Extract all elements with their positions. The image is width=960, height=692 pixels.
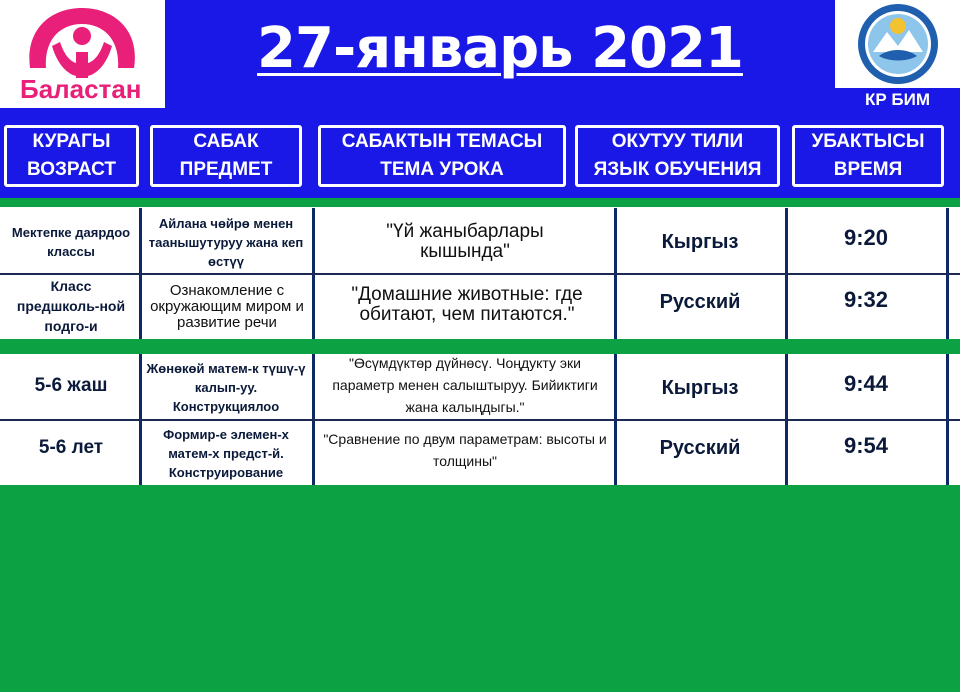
green-bottom-area: [0, 485, 960, 692]
column-header-age-line1: КУРАГЫ: [32, 131, 111, 152]
table-cell-topic: "Сравнение по двум параметрам: высоты и толщины": [323, 431, 607, 469]
table-cell-subject: Формир-е элемен-х матем-х предст-й. Конструирование: [163, 426, 289, 480]
column-header-subject-line2: ПРЕДМЕТ: [179, 159, 273, 180]
balastan-logo: [0, 0, 165, 108]
table-cell-language: Кыргыз: [661, 230, 739, 253]
column-header-language: [575, 125, 780, 187]
page-title-text: 27-январь 2021: [257, 16, 743, 81]
column-header-age-line2: ВОЗРАСТ: [26, 159, 117, 180]
column-header-topic-line2: ТЕМА УРОКА: [380, 159, 504, 180]
table-cell-language: Кыргыз: [661, 376, 739, 399]
table-cell-subject: Айлана чөйрө менен таанышутуруу жана кеп өстүү: [148, 215, 304, 269]
column-header-age: [4, 125, 139, 187]
table-cell-age: 5-6 жаш: [34, 375, 108, 396]
table-cell-age: Мектепке даярдоо классы: [11, 225, 131, 259]
table-cell-language: Русский: [659, 436, 741, 459]
table-cell-subject: Жөнөкөй матем-к түшү-ү калып-уу. Конструкциялоо: [146, 360, 306, 414]
column-header-time-line1: УБАКТЫСЫ: [811, 131, 925, 152]
column-header-language-line1: ОКУТУУ ТИЛИ: [611, 131, 744, 152]
column-header-topic: [318, 125, 566, 187]
column-header-time: [792, 125, 944, 187]
table-cell-subject: Ознакомление с окружающим миром и развитие речи: [150, 282, 304, 331]
emblem-caption: КР БИМ: [835, 88, 960, 112]
kyrgyz-emblem-icon: [835, 0, 960, 90]
table-cell-time: 9:54: [843, 433, 889, 458]
table-row-divider: [0, 273, 960, 275]
table-cell-age: 5-6 лет: [38, 437, 104, 458]
page-title: [165, 14, 835, 84]
column-header-time-line2: ВРЕМЯ: [833, 159, 903, 180]
table-cell-topic: "Домашние животные: где обитают, чем питаются.": [351, 284, 583, 325]
table-cell-time: 9:20: [843, 225, 889, 250]
table-cell-topic: "Үй жаныбарлары кышында": [386, 221, 544, 262]
table-cell-time: 9:32: [843, 287, 889, 312]
table-cell-time: 9:44: [843, 371, 889, 396]
column-header-subject-line1: САБАК: [193, 131, 259, 152]
column-header-subject: [150, 125, 302, 187]
table-cell-age: Класс предшколь-ной подго-и: [16, 278, 126, 334]
table-row-divider: [0, 419, 960, 421]
logo-text: Баластан: [20, 74, 142, 104]
table-cell-language: Русский: [659, 290, 741, 313]
kr-emblem: [835, 0, 960, 112]
column-header-topic-line1: САБАКТЫН ТЕМАСЫ: [341, 131, 543, 152]
table-cell-topic: "Өсүмдүктөр дүйнөсү. Чоңдукту эки параметр менен салыштыруу. Бийиктиги жана калыңдыгы.": [332, 355, 598, 415]
column-header-language-line2: ЯЗЫК ОБУЧЕНИЯ: [593, 159, 762, 180]
